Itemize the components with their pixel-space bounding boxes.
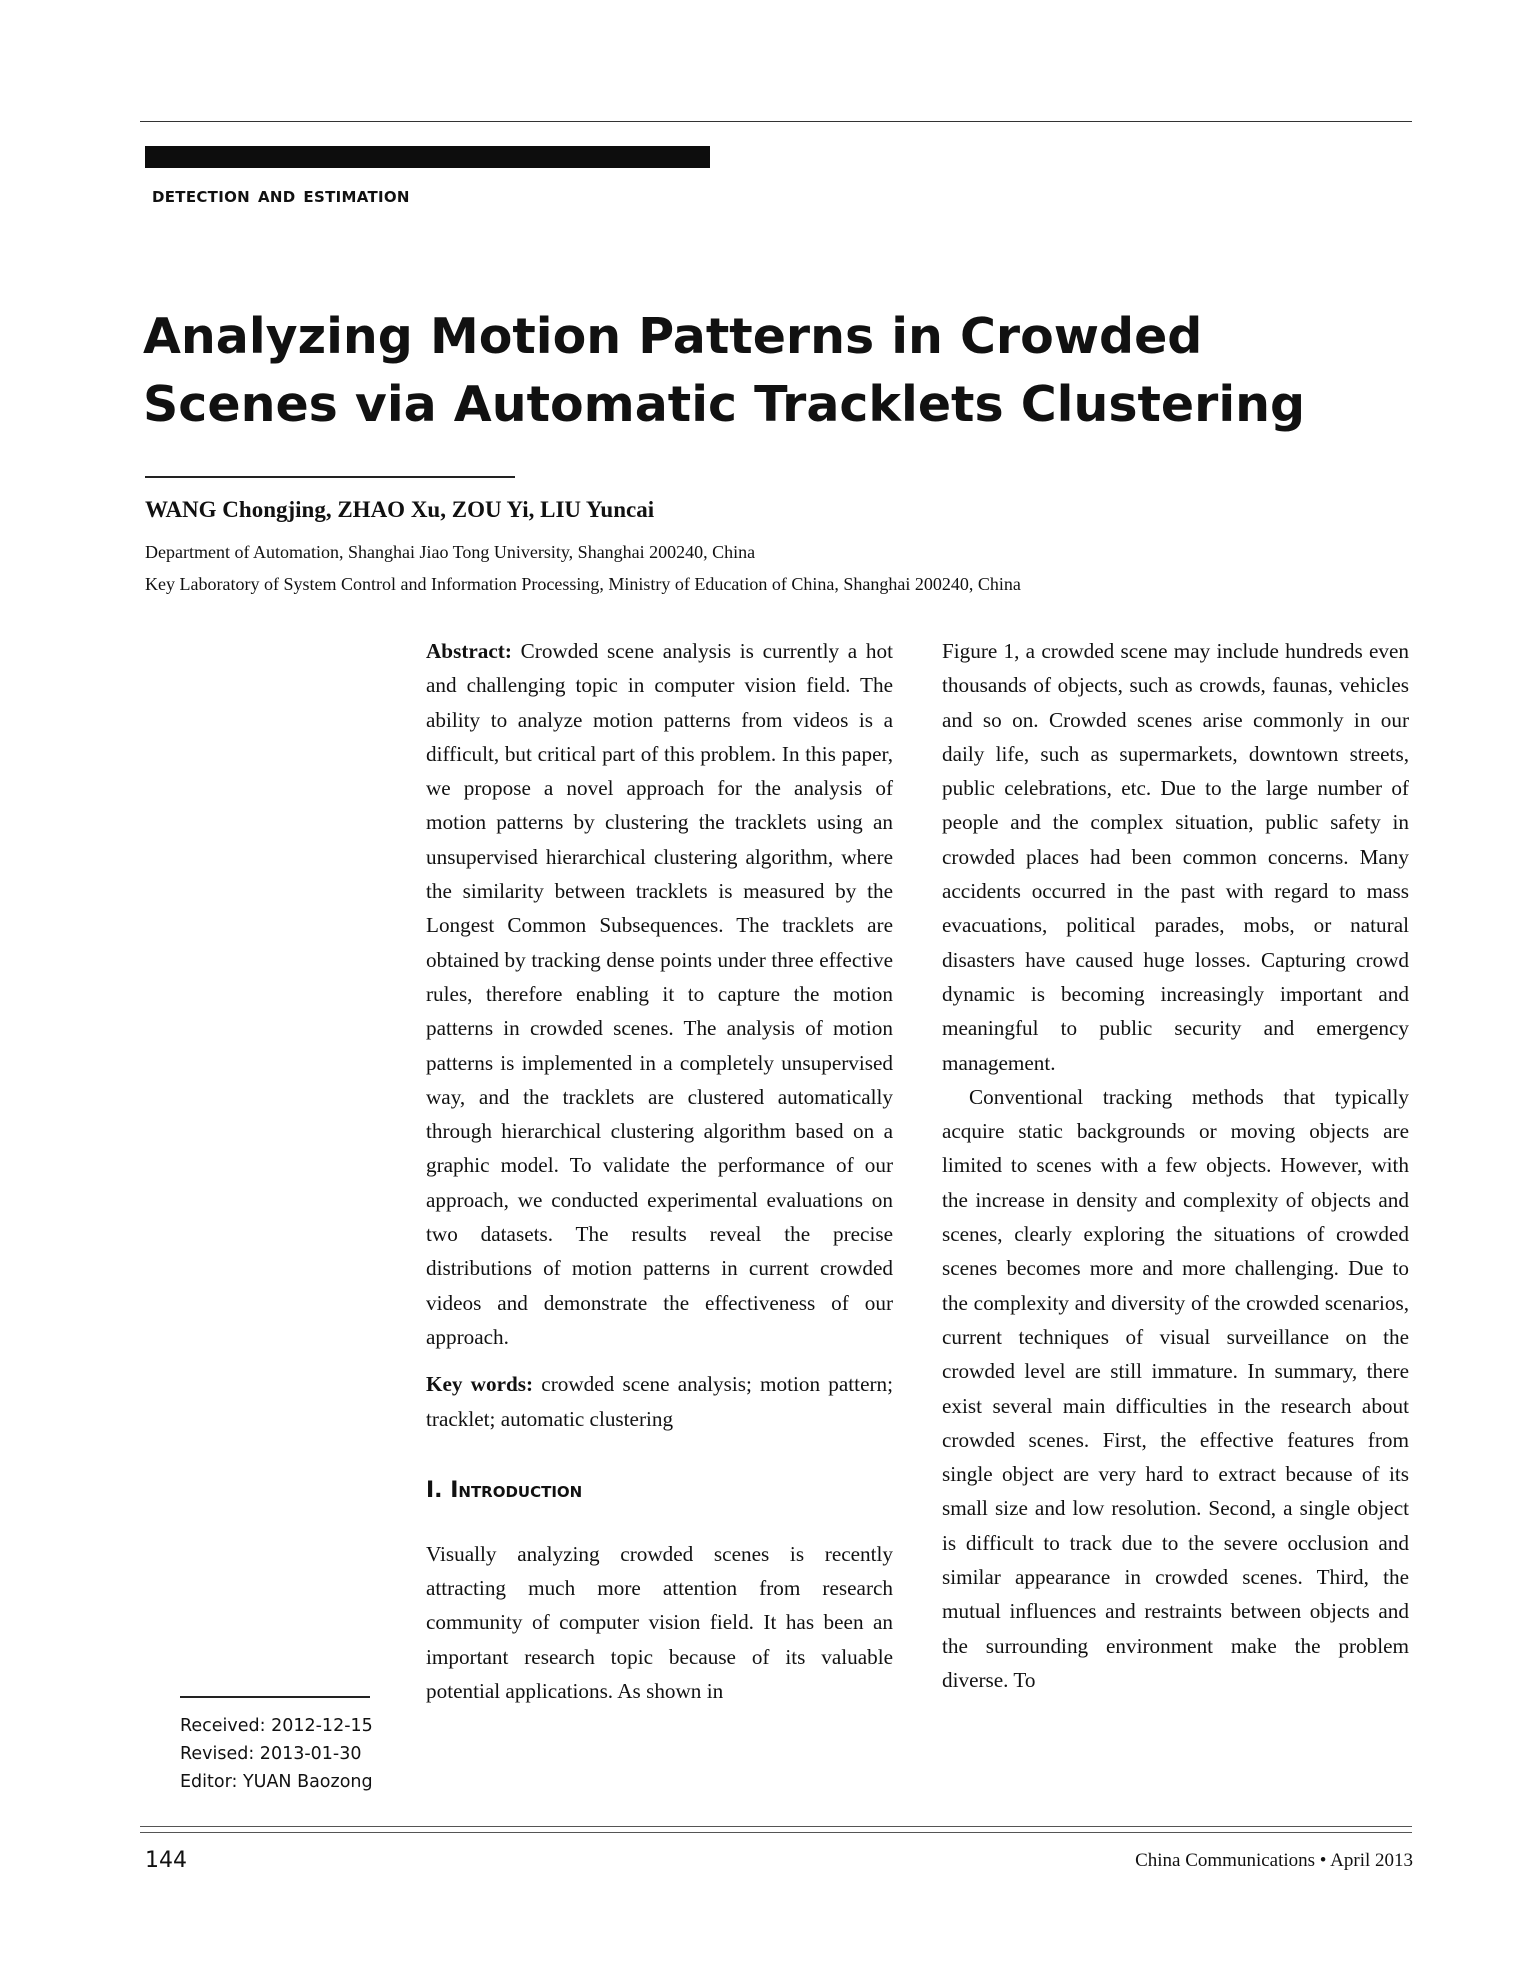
affiliation-1: Department of Automation, Shanghai Jiao Tong University, Shanghai 200240, China [145, 542, 756, 562]
section-label: detection and estimation [152, 183, 410, 208]
footer-rule [140, 1826, 1412, 1827]
editor-name: Editor: YUAN Baozong [180, 1772, 373, 1792]
received-rule [180, 1696, 370, 1698]
keywords-label: Key words: [426, 1372, 534, 1397]
affiliation-2: Key Laboratory of System Control and Information Processing, Ministry of Education of China, Shanghai 200240, China [145, 574, 1021, 594]
author-list: WANG Chongjing, ZHAO Xu, ZOU Yi, LIU Yuncai [145, 497, 655, 522]
intro-paragraph-1-continued: Figure 1, a crowded scene may include hundreds even thousands of objects, such as crowds, faunas, vehicles and so on. Crowded scenes arise commonly in our daily life, such as supermarkets, downtown streets, public celebrations, etc. Due to the large number of people and the complex situation, public safety in crowded places had been common concerns. Many accidents occurred in the past with regard to mass evacuations, political parades, mobs, or natural disasters have caused huge losses. Capturing crowd dynamic is becoming increasingly important and meaningful to public security and emergency management. [942, 639, 1409, 1075]
section-header-bar [145, 146, 710, 168]
header-top-rule [140, 121, 1412, 122]
keywords-paragraph [426, 1367, 893, 1436]
article-title: Analyzing Motion Patterns in Crowded Scenes via Automatic Tracklets Clustering [143, 308, 1306, 433]
abstract-paragraph [426, 634, 893, 1354]
received-date: Received: 2012-12-15 [180, 1716, 373, 1736]
title-rule [145, 476, 515, 478]
left-text-column [426, 634, 893, 1708]
intro-paragraph-1-start: Visually analyzing crowded scenes is recently attracting much more attention from research community of computer vision field. It has been an important research topic because of its valuable potential applications. As shown in [426, 1541, 893, 1704]
keywords-text: crowded scene analysis; motion pattern; tracklet; automatic clustering [426, 1372, 894, 1431]
abstract-text: Crowded scene analysis is currently a hot and challenging topic in computer vision field. The ability to analyze motion patterns from videos is a difficult, but critical part of this problem. In this paper, we propose a novel approach for the analysis of motion patterns by clustering the tracklets using an unsupervised hierarchical clustering algorithm, where the similarity between tracklets is measured by the Longest Common Subsequences. The tracklets are obtained by tracking dense points under three effective rules, therefore enabling it to capture the motion patterns in crowded scenes. The analysis of motion patterns is implemented in a completely unsupervised way, and the tracklets are clustered automatically through hierarchical clustering algorithm based on a graphic model. To validate the performance of our approach, we conducted experimental evaluations on two datasets. The results reveal the precise distributions of motion patterns in current crowded videos and demonstrate the effectiveness of our approach. [426, 639, 893, 1349]
revised-date: Revised: 2013-01-30 [180, 1744, 362, 1764]
page-number: 144 [145, 1848, 187, 1873]
journal-info: China Communications • April 2013 [1135, 1850, 1413, 1871]
footer-rule-secondary [140, 1832, 1412, 1833]
right-text-column [942, 634, 1409, 1697]
intro-paragraph-2: Conventional tracking methods that typically acquire static backgrounds or moving objects are limited to scenes with a few objects. However, with the increase in density and complexity of objects and scenes, clearly exploring the situations of crowded scenes becomes more and more challenging. Due to the complexity and diversity of the crowded scenarios, current techniques of visual surveillance on the crowded level are still immature. In summary, there exist several main difficulties in the research about crowded scenes. First, the effective features from single object are very hard to extract because of its small size and low resolution. Second, a single object is difficult to track due to the severe occlusion and similar appearance in crowded scenes. Third, the mutual influences and restraints between objects and the surrounding environment make the problem diverse. To [942, 1084, 1409, 1692]
received-info [180, 1712, 373, 1796]
introduction-heading: I. Introduction [426, 1477, 583, 1503]
abstract-label: Abstract: [426, 639, 512, 663]
